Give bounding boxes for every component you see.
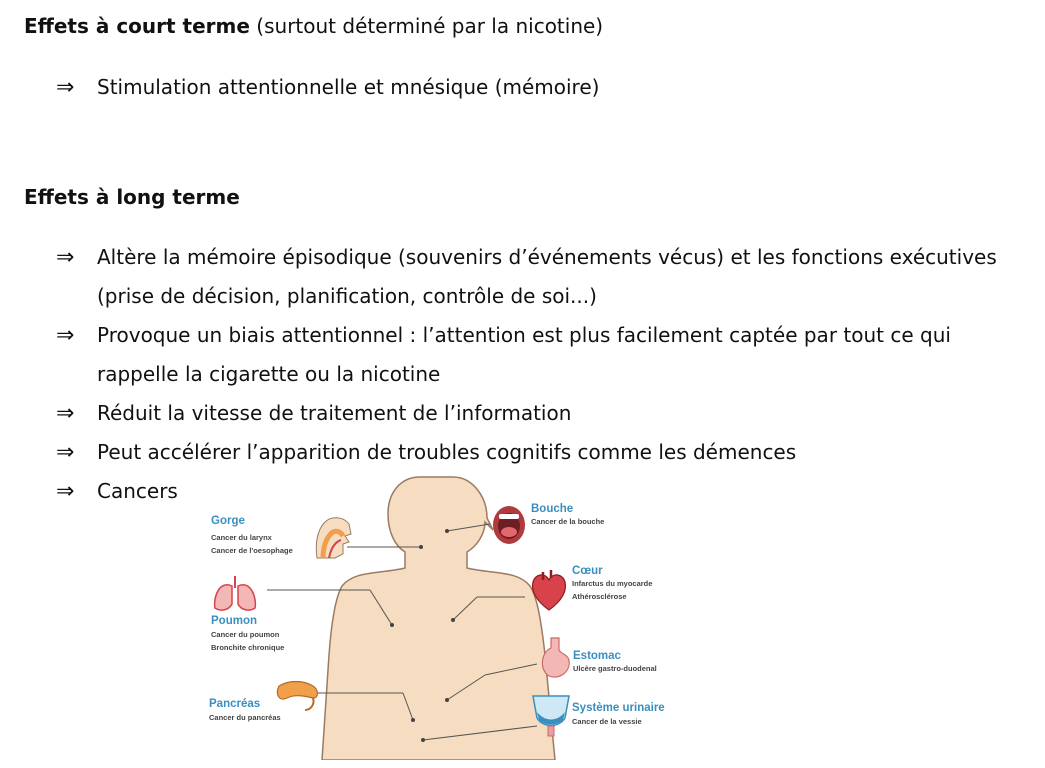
pancreas-effect: Cancer du pancréas	[209, 713, 281, 722]
gorge-effect: Cancer de l'oesophage	[211, 546, 293, 555]
throat-icon	[311, 514, 353, 560]
lungs-icon	[211, 574, 259, 614]
short-term-title: Effets à court terme	[24, 14, 250, 38]
coeur-label: Cœur	[572, 565, 603, 577]
heart-icon	[529, 568, 569, 612]
poumon-effect: Cancer du poumon	[211, 630, 280, 639]
implies-arrow-icon: ⇒	[56, 323, 75, 348]
long-term-title: Effets à long terme	[24, 185, 240, 209]
implies-arrow-icon: ⇒	[56, 440, 75, 465]
short-term-subtitle: (surtout déterminé par la nicotine)	[256, 14, 604, 38]
coeur-effect: Athérosclérose	[572, 592, 627, 601]
coeur-effect: Infarctus du myocarde	[572, 579, 653, 588]
short-term-bullet	[56, 68, 1031, 107]
poumon-label: Poumon	[211, 615, 257, 627]
long-term-bullet	[56, 394, 1031, 433]
short-term-heading	[24, 14, 603, 38]
bullet-text: Peut accélérer l’apparition de troubles cognitifs comme les démences	[97, 440, 797, 464]
implies-arrow-icon: ⇒	[56, 401, 75, 426]
pancreas-icon	[275, 676, 323, 712]
urinaire-effect: Cancer de la vessie	[572, 717, 642, 726]
long-term-bullet	[56, 316, 1031, 394]
implies-arrow-icon: ⇒	[56, 75, 75, 100]
long-term-heading	[24, 185, 240, 209]
bullet-text: Altère la mémoire épisodique (souvenirs d’événements vécus) et les fonctions exécutives (prise de décision, planification, contrôle de soi...)	[97, 245, 997, 308]
urinary-system-icon	[529, 692, 573, 738]
bouche-effect: Cancer de la bouche	[531, 517, 605, 526]
bullet-text: Réduit la vitesse de traitement de l’information	[97, 401, 572, 425]
gorge-label: Gorge	[211, 515, 245, 527]
long-term-bullet	[56, 433, 1031, 472]
estomac-label: Estomac	[573, 650, 621, 662]
stomach-icon	[535, 636, 575, 680]
gorge-effect: Cancer du larynx	[211, 533, 272, 542]
bullet-text: Stimulation attentionnelle et mnésique (mémoire)	[97, 75, 600, 99]
body-organs-figure	[195, 470, 695, 760]
urinaire-label: Système urinaire	[572, 702, 665, 714]
poumon-effect: Bronchite chronique	[211, 643, 285, 652]
mouth-icon	[491, 504, 527, 546]
bullet-text: Cancers	[97, 479, 178, 503]
bouche-label: Bouche	[531, 503, 574, 515]
pancreas-label: Pancréas	[209, 698, 261, 710]
bullet-text: Provoque un biais attentionnel : l’attention est plus facilement captée par tout ce qui rappelle la cigarette ou la nicotine	[97, 323, 951, 386]
estomac-effect: Ulcère gastro-duodenal	[573, 664, 657, 673]
implies-arrow-icon: ⇒	[56, 245, 75, 270]
implies-arrow-icon: ⇒	[56, 479, 75, 504]
long-term-bullet	[56, 238, 1031, 316]
